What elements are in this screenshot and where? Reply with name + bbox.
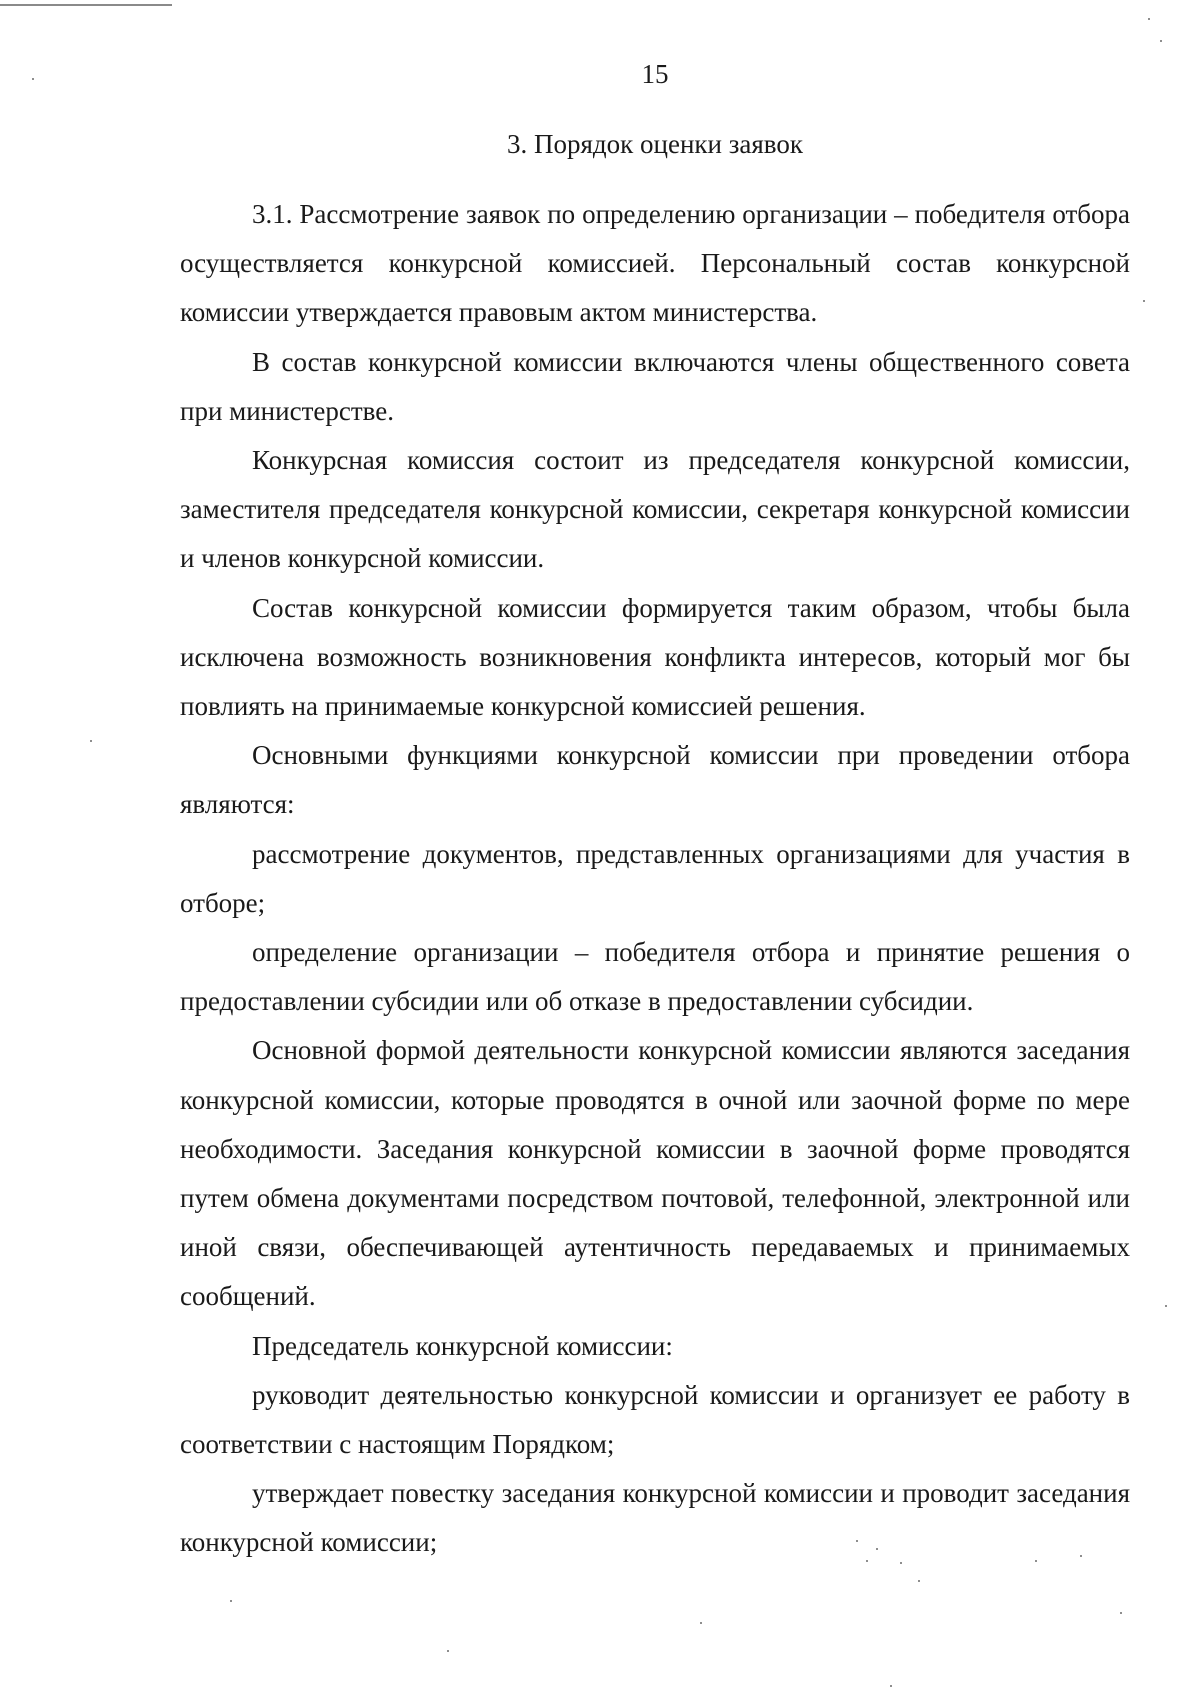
scan-speck	[1160, 40, 1162, 42]
scan-speck	[447, 1650, 449, 1652]
scan-speck	[890, 1685, 892, 1687]
paragraph: определение организации – победителя отбора и принятие решения о предоставлении субсидии или об отказе в предоставлении субсидии.	[180, 937, 1130, 1017]
paragraph: Состав конкурсной комиссии формируется таким образом, чтобы была исключена возможность возникновения конфликта интересов, который мог бы повлиять на принимаемые конкурсной комиссией решения.	[180, 592, 1130, 722]
scan-speck	[1143, 300, 1145, 302]
scan-speck	[1080, 1555, 1082, 1557]
paragraph: Основной формой деятельности конкурсной комиссии являются заседания конкурсной комиссии, которые проводятся в очной или заочной форме по мере необходимости. Заседания конкурсной комиссии в заочной форме проводятся путем обмена документами посредством почтовой, телефонной, электронной или иной связи, обеспечивающей аутентичность передаваемых и принимаемых сообщений.	[180, 1035, 1130, 1312]
page-number: 15	[641, 59, 669, 89]
paragraph: Председатель конкурсной комиссии:	[252, 1330, 673, 1361]
scan-speck	[1120, 1612, 1122, 1614]
scan-speck	[90, 740, 92, 742]
section-title: 3. Порядок оценки заявок	[507, 129, 803, 159]
scan-edge-rule	[0, 4, 172, 6]
paragraph: Основными функциями конкурсной комиссии при проведении отбора являются:	[180, 740, 1130, 820]
scan-speck	[1165, 1305, 1167, 1307]
paragraph: утверждает повестку заседания конкурсной комиссии и проводит заседания конкурсной комиссии;	[180, 1478, 1130, 1558]
paragraph: В состав конкурсной комиссии включаются члены общественного совета при министерстве.	[180, 346, 1130, 426]
scan-speck	[700, 1622, 702, 1624]
scan-speck	[230, 1600, 232, 1602]
scan-speck	[918, 1580, 920, 1582]
scan-speck	[32, 78, 34, 80]
scan-speck	[856, 1540, 858, 1542]
scan-speck	[876, 1548, 878, 1550]
scan-speck	[1148, 18, 1150, 20]
scan-speck	[1035, 1560, 1037, 1562]
paragraph: Конкурсная комиссия состоит из председателя конкурсной комиссии, заместителя председателя конкурсной комиссии, секретаря конкурсной комиссии и членов конкурсной комиссии.	[180, 445, 1130, 574]
scan-speck	[900, 1562, 902, 1564]
paragraph: рассмотрение документов, представленных организациями для участия в отборе;	[180, 838, 1130, 918]
document-body	[180, 190, 1130, 1568]
paragraph: руководит деятельностью конкурсной комиссии и организует ее работу в соответствии с настоящим Порядком;	[180, 1379, 1130, 1460]
paragraph: 3.1. Рассмотрение заявок по определению организации – победителя отбора осуществляется конкурсной комиссией. Персональный состав конкурсной комиссии утверждается правовым актом министерства.	[180, 199, 1130, 328]
scan-speck	[866, 1560, 868, 1562]
